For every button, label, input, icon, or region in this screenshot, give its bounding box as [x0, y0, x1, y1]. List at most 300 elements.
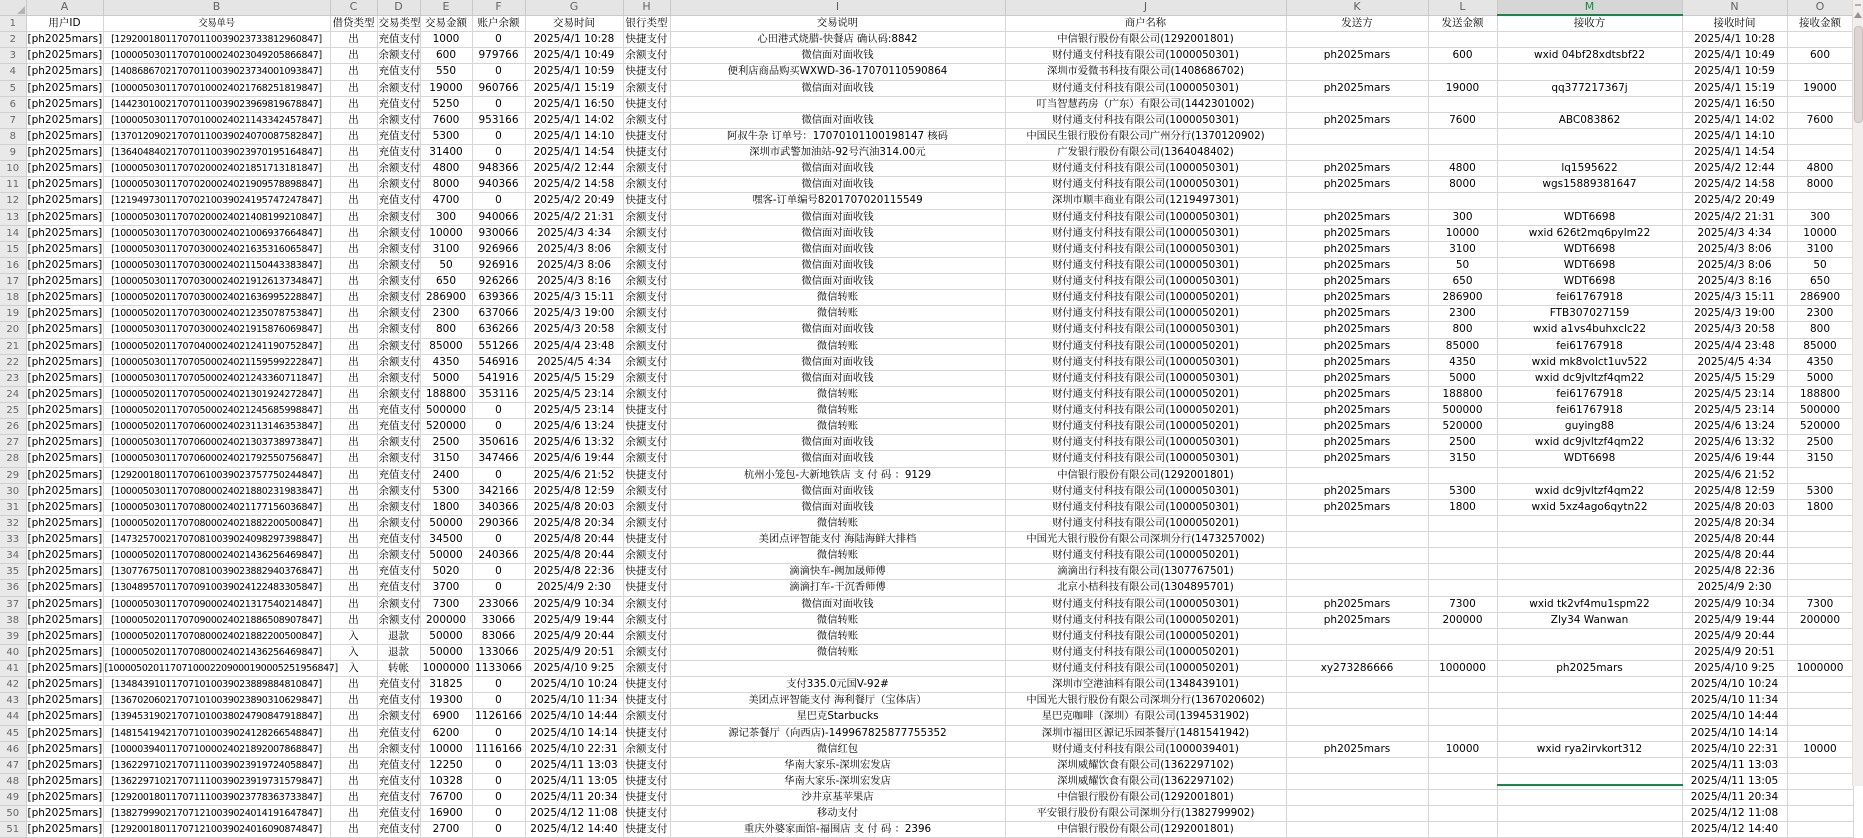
cell[interactable]: ph2025mars — [1286, 370, 1428, 386]
row-header-18[interactable]: 18 — [0, 290, 26, 306]
header-cell[interactable]: 交易金额 — [420, 15, 472, 32]
cell[interactable]: 300 — [1787, 209, 1853, 225]
cell[interactable]: 充值支付 — [377, 757, 420, 773]
cell[interactable]: [ph2025mars] — [26, 241, 103, 257]
cell[interactable]: [147325700217070810039024098297398847] — [103, 532, 330, 548]
row-header-48[interactable]: 48 — [0, 773, 26, 789]
cell[interactable]: 出 — [330, 580, 377, 596]
column-header-F[interactable]: F — [472, 0, 525, 15]
cell[interactable]: 2025/4/5 23:14 — [1682, 386, 1787, 402]
cell[interactable]: 2025/4/2 21:31 — [525, 209, 623, 225]
cell[interactable]: 财付通支付科技有限公司(1000050301) — [1005, 209, 1286, 225]
cell[interactable]: [ph2025mars] — [26, 693, 103, 709]
cell[interactable]: 余额支付 — [377, 386, 420, 402]
cell[interactable]: 出 — [330, 532, 377, 548]
row-header-17[interactable]: 17 — [0, 274, 26, 290]
row-header-51[interactable]: 51 — [0, 822, 26, 838]
cell[interactable]: 2025/4/10 11:34 — [1682, 693, 1787, 709]
cell[interactable]: 微信转账 — [670, 306, 1005, 322]
cell[interactable]: [ph2025mars] — [26, 354, 103, 370]
cell[interactable]: 300 — [420, 209, 472, 225]
row-header-36[interactable]: 36 — [0, 580, 26, 596]
cell[interactable]: WDT6698 — [1497, 241, 1682, 257]
cell[interactable]: 85000 — [1787, 338, 1853, 354]
cell[interactable]: [ph2025mars] — [26, 257, 103, 273]
cell[interactable]: [ph2025mars] — [26, 128, 103, 144]
cell[interactable] — [1286, 128, 1428, 144]
cell[interactable] — [1497, 822, 1682, 838]
cell[interactable]: [100005030117070800024021177156036847] — [103, 499, 330, 515]
row-header-3[interactable]: 3 — [0, 48, 26, 64]
cell[interactable]: 余额支付 — [377, 322, 420, 338]
cell[interactable]: 34500 — [420, 532, 472, 548]
cell[interactable]: 充值支付 — [377, 693, 420, 709]
cell[interactable]: 余额支付 — [623, 241, 670, 257]
cell[interactable] — [1787, 773, 1853, 789]
cell[interactable] — [1286, 773, 1428, 789]
row-header-45[interactable]: 45 — [0, 725, 26, 741]
cell[interactable]: 800 — [1787, 322, 1853, 338]
cell[interactable] — [1428, 64, 1497, 80]
cell[interactable]: 出 — [330, 596, 377, 612]
cell[interactable]: 出 — [330, 806, 377, 822]
cell[interactable]: 余额支付 — [623, 177, 670, 193]
cell[interactable] — [1286, 693, 1428, 709]
cell[interactable]: 3100 — [1787, 241, 1853, 257]
cell[interactable]: 美团点评智能支付 海陆海鲜大排档 — [670, 532, 1005, 548]
cell[interactable]: 出 — [330, 757, 377, 773]
cell[interactable]: 650 — [420, 274, 472, 290]
cell[interactable]: ph2025mars — [1286, 596, 1428, 612]
cell[interactable]: [121949730117070210039024195747247847] — [103, 193, 330, 209]
cell[interactable]: 2025/4/8 20:03 — [525, 499, 623, 515]
cell[interactable]: 0 — [472, 532, 525, 548]
cell[interactable]: 充值支付 — [377, 403, 420, 419]
cell[interactable]: 2025/4/1 14:10 — [1682, 128, 1787, 144]
cell[interactable]: 快捷支付 — [623, 677, 670, 693]
cell[interactable]: [100005020117070800024021882200500847] — [103, 628, 330, 644]
cell[interactable]: 3100 — [1428, 241, 1497, 257]
cell[interactable] — [1286, 193, 1428, 209]
cell[interactable]: 重庆外婆家面馆-福围店 支 付 码 ：2396 — [670, 822, 1005, 838]
cell[interactable]: 2025/4/2 14:58 — [525, 177, 623, 193]
cell[interactable] — [1787, 128, 1853, 144]
cell[interactable]: 充值支付 — [377, 677, 420, 693]
cell[interactable]: [100005020117070500024021301924272847] — [103, 386, 330, 402]
cell[interactable] — [1497, 96, 1682, 112]
row-header-8[interactable]: 8 — [0, 128, 26, 144]
cell[interactable] — [1787, 709, 1853, 725]
cell[interactable]: 4800 — [420, 161, 472, 177]
cell[interactable]: 快捷支付 — [623, 564, 670, 580]
cell[interactable] — [1428, 515, 1497, 531]
column-header-C[interactable]: C — [330, 0, 377, 15]
cell[interactable]: 财付通支付科技有限公司(1000050301) — [1005, 48, 1286, 64]
cell[interactable]: [100005030117070200024021909578898847] — [103, 177, 330, 193]
row-header-32[interactable]: 32 — [0, 515, 26, 531]
cell[interactable] — [1787, 532, 1853, 548]
cell[interactable]: 33066 — [472, 612, 525, 628]
cell[interactable] — [1286, 677, 1428, 693]
cell[interactable]: [137012090217070110039024070087582847] — [103, 128, 330, 144]
cell[interactable]: [ph2025mars] — [26, 612, 103, 628]
cell[interactable]: 2025/4/1 10:59 — [525, 64, 623, 80]
cell[interactable]: [ph2025mars] — [26, 451, 103, 467]
cell[interactable]: xy273286666 — [1286, 661, 1428, 677]
cell[interactable] — [1428, 564, 1497, 580]
cell[interactable]: ph2025mars — [1286, 274, 1428, 290]
cell[interactable]: 31825 — [420, 677, 472, 693]
row-header-11[interactable]: 11 — [0, 177, 26, 193]
cell[interactable]: WDT6698 — [1497, 451, 1682, 467]
cell[interactable]: 10000 — [420, 225, 472, 241]
cell[interactable]: [ph2025mars] — [26, 322, 103, 338]
cell[interactable] — [1286, 580, 1428, 596]
cell[interactable]: [100005020117070800024021436256469847] — [103, 548, 330, 564]
cell[interactable]: 余额支付 — [623, 483, 670, 499]
cell[interactable]: 3700 — [420, 580, 472, 596]
cell[interactable]: 余额支付 — [377, 612, 420, 628]
cell[interactable]: 充值支付 — [377, 32, 420, 48]
cell[interactable]: 微信面对面收钱 — [670, 370, 1005, 386]
cell[interactable]: 出 — [330, 725, 377, 741]
cell[interactable]: 出 — [330, 128, 377, 144]
cell[interactable]: 650 — [1787, 274, 1853, 290]
header-cell[interactable]: 交易类型 — [377, 15, 420, 32]
cell[interactable]: 2025/4/10 14:44 — [1682, 709, 1787, 725]
cell[interactable]: 2025/4/2 14:58 — [1682, 177, 1787, 193]
header-cell[interactable]: 交易说明 — [670, 15, 1005, 32]
cell[interactable]: 85000 — [420, 338, 472, 354]
row-header-31[interactable]: 31 — [0, 499, 26, 515]
cell[interactable]: 600 — [1428, 48, 1497, 64]
cell[interactable]: 233066 — [472, 596, 525, 612]
cell[interactable]: 余额支付 — [623, 628, 670, 644]
cell[interactable]: [ph2025mars] — [26, 64, 103, 80]
cell[interactable]: fei61767918 — [1497, 403, 1682, 419]
cell[interactable]: 926966 — [472, 241, 525, 257]
cell[interactable]: [ph2025mars] — [26, 306, 103, 322]
cell[interactable]: 杭州小笼包-大新地铁店 支 付 码 ：9129 — [670, 467, 1005, 483]
cell[interactable]: ph2025mars — [1286, 741, 1428, 757]
cell[interactable]: 1800 — [420, 499, 472, 515]
cell[interactable]: 0 — [472, 790, 525, 806]
cell[interactable] — [1286, 790, 1428, 806]
cell[interactable]: 余额支付 — [623, 515, 670, 531]
cell[interactable]: [129200180117071110039023778363733847] — [103, 790, 330, 806]
cell[interactable] — [1787, 644, 1853, 660]
cell[interactable]: 2025/4/1 14:02 — [1682, 112, 1787, 128]
cell[interactable]: [100005030117070500024021159599222847] — [103, 354, 330, 370]
cell[interactable] — [1497, 644, 1682, 660]
cell[interactable]: 余额支付 — [377, 596, 420, 612]
cell[interactable] — [1428, 532, 1497, 548]
cell[interactable]: 微信面对面收钱 — [670, 499, 1005, 515]
cell[interactable]: 中国光大银行股份有限公司深圳分行(1367020602) — [1005, 693, 1286, 709]
cell[interactable]: 286900 — [1428, 290, 1497, 306]
row-header-35[interactable]: 35 — [0, 564, 26, 580]
cell[interactable]: 0 — [472, 32, 525, 48]
cell[interactable]: 2025/4/1 15:19 — [1682, 80, 1787, 96]
cell[interactable]: 快捷支付 — [623, 403, 670, 419]
cell[interactable]: 4800 — [1787, 161, 1853, 177]
cell[interactable]: 7600 — [1787, 112, 1853, 128]
cell[interactable]: 2025/4/2 21:31 — [1682, 209, 1787, 225]
cell[interactable] — [1428, 677, 1497, 693]
cell[interactable] — [1497, 193, 1682, 209]
cell[interactable]: 2025/4/6 21:52 — [525, 467, 623, 483]
cell[interactable]: 7600 — [420, 112, 472, 128]
cell[interactable]: [148154194217071010039024128266548847] — [103, 725, 330, 741]
cell[interactable]: 10000 — [1428, 225, 1497, 241]
cell[interactable]: 2025/4/11 13:03 — [1682, 757, 1787, 773]
cell[interactable]: 财付通支付科技有限公司(1000050301) — [1005, 177, 1286, 193]
cell[interactable]: 5250 — [420, 96, 472, 112]
row-header-40[interactable]: 40 — [0, 644, 26, 660]
cell[interactable]: 财付通支付科技有限公司(1000050201) — [1005, 628, 1286, 644]
cell[interactable]: 微信面对面收钱 — [670, 241, 1005, 257]
cell[interactable] — [1286, 725, 1428, 741]
cell[interactable] — [1497, 693, 1682, 709]
cell[interactable]: 财付通支付科技有限公司(1000050301) — [1005, 596, 1286, 612]
cell[interactable]: 2025/4/2 20:49 — [1682, 193, 1787, 209]
cell[interactable]: [ph2025mars] — [26, 757, 103, 773]
row-header-47[interactable]: 47 — [0, 757, 26, 773]
cell[interactable]: 0 — [472, 193, 525, 209]
cell[interactable]: 财付通支付科技有限公司(1000050301) — [1005, 225, 1286, 241]
cell[interactable]: 财付通支付科技有限公司(1000050201) — [1005, 515, 1286, 531]
cell[interactable]: 3150 — [1428, 451, 1497, 467]
cell[interactable]: 2025/4/9 2:30 — [525, 580, 623, 596]
cell[interactable]: 2025/4/1 14:54 — [525, 145, 623, 161]
cell[interactable]: 微信面对面收钱 — [670, 435, 1005, 451]
cell[interactable]: 500000 — [1428, 403, 1497, 419]
cell[interactable]: [ph2025mars] — [26, 161, 103, 177]
cell[interactable]: 余额支付 — [623, 548, 670, 564]
cell[interactable]: 926266 — [472, 274, 525, 290]
cell[interactable]: [ph2025mars] — [26, 644, 103, 660]
cell[interactable]: 2025/4/8 12:59 — [525, 483, 623, 499]
cell[interactable]: 637066 — [472, 306, 525, 322]
cell[interactable]: 微信面对面收钱 — [670, 112, 1005, 128]
cell[interactable]: ph2025mars — [1286, 112, 1428, 128]
cell[interactable] — [1787, 193, 1853, 209]
cell[interactable]: 2025/4/1 16:50 — [1682, 96, 1787, 112]
cell[interactable]: 沙井京基苹果店 — [670, 790, 1005, 806]
cell[interactable]: 2025/4/1 15:19 — [525, 80, 623, 96]
cell[interactable]: 8000 — [1787, 177, 1853, 193]
cell[interactable]: [ph2025mars] — [26, 564, 103, 580]
cell[interactable]: 余额支付 — [623, 209, 670, 225]
cell[interactable] — [1497, 773, 1682, 789]
cell[interactable]: wxid dc9jvltzf4qm22 — [1497, 435, 1682, 451]
cell[interactable]: 2025/4/10 11:34 — [525, 693, 623, 709]
cell[interactable]: 2025/4/3 8:06 — [525, 257, 623, 273]
cell[interactable]: 充值支付 — [377, 96, 420, 112]
cell[interactable]: 深圳威耀饮食有限公司(1362297102) — [1005, 773, 1286, 789]
cell[interactable]: 微信面对面收钱 — [670, 354, 1005, 370]
row-header-37[interactable]: 37 — [0, 596, 26, 612]
cell[interactable]: 微信面对面收钱 — [670, 274, 1005, 290]
cell[interactable] — [1428, 693, 1497, 709]
cell[interactable]: 0 — [472, 145, 525, 161]
cell[interactable]: 华南大家乐-深圳宏发店 — [670, 773, 1005, 789]
cell[interactable]: 500000 — [420, 403, 472, 419]
cell[interactable]: 8000 — [1428, 177, 1497, 193]
cell[interactable]: 6200 — [420, 725, 472, 741]
cell[interactable]: 充值支付 — [377, 564, 420, 580]
cell[interactable]: 6900 — [420, 709, 472, 725]
cell[interactable] — [1497, 64, 1682, 80]
cell[interactable] — [1787, 677, 1853, 693]
column-header-N[interactable]: N — [1682, 0, 1787, 15]
cell[interactable] — [1286, 644, 1428, 660]
cell[interactable]: 余额支付 — [623, 644, 670, 660]
cell[interactable]: 心田港式烧腊-快餐店 确认码:8842 — [670, 32, 1005, 48]
cell[interactable]: 19300 — [420, 693, 472, 709]
cell[interactable]: 充值支付 — [377, 193, 420, 209]
cell[interactable]: 余额支付 — [623, 290, 670, 306]
cell[interactable] — [1428, 193, 1497, 209]
cell[interactable] — [1428, 790, 1497, 806]
cell[interactable]: 541916 — [472, 370, 525, 386]
cell[interactable]: [100005030117070900024021317540214847] — [103, 596, 330, 612]
cell[interactable]: 微信转账 — [670, 515, 1005, 531]
cell[interactable]: 中信银行股份有限公司(1292001801) — [1005, 467, 1286, 483]
cell[interactable]: 余额支付 — [623, 451, 670, 467]
cell[interactable] — [1286, 709, 1428, 725]
cell[interactable]: 出 — [330, 693, 377, 709]
row-header-7[interactable]: 7 — [0, 112, 26, 128]
cell[interactable]: 2025/4/8 20:44 — [525, 532, 623, 548]
cell[interactable]: 充值支付 — [377, 64, 420, 80]
cell[interactable]: [ph2025mars] — [26, 467, 103, 483]
cell[interactable]: 微信转账 — [670, 403, 1005, 419]
cell[interactable]: 2300 — [420, 306, 472, 322]
cell[interactable]: 滴滴快车-阙加晟师傅 — [670, 564, 1005, 580]
cell[interactable]: 微信红包 — [670, 741, 1005, 757]
row-header-50[interactable]: 50 — [0, 806, 26, 822]
cell[interactable]: 出 — [330, 515, 377, 531]
vertical-scrollbar[interactable] — [1852, 0, 1863, 786]
cell[interactable]: ph2025mars — [1286, 338, 1428, 354]
cell[interactable]: 充值支付 — [377, 580, 420, 596]
cell[interactable]: 财付通支付科技有限公司(1000050201) — [1005, 403, 1286, 419]
cell[interactable] — [1787, 757, 1853, 773]
cell[interactable]: 2300 — [1428, 306, 1497, 322]
row-header-16[interactable]: 16 — [0, 257, 26, 273]
cell[interactable]: 2025/4/5 4:34 — [1682, 354, 1787, 370]
cell[interactable]: 7300 — [420, 596, 472, 612]
cell[interactable]: 550 — [420, 64, 472, 80]
cell[interactable] — [1428, 628, 1497, 644]
cell[interactable]: 2025/4/1 14:54 — [1682, 145, 1787, 161]
cell[interactable]: 嘿客-订单编号8201707020115549 — [670, 193, 1005, 209]
cell[interactable]: 286900 — [420, 290, 472, 306]
row-header-26[interactable]: 26 — [0, 419, 26, 435]
cell[interactable]: 1000 — [420, 32, 472, 48]
cell[interactable]: [100005030117070300024021006937664847] — [103, 225, 330, 241]
cell[interactable]: 600 — [1787, 48, 1853, 64]
header-cell[interactable]: 发送方 — [1286, 15, 1428, 32]
row-header-22[interactable]: 22 — [0, 354, 26, 370]
cell[interactable]: 5300 — [420, 128, 472, 144]
cell[interactable]: 微信面对面收钱 — [670, 177, 1005, 193]
cell[interactable]: 2025/4/4 23:48 — [1682, 338, 1787, 354]
header-cell[interactable]: 发送金额 — [1428, 15, 1497, 32]
cell[interactable]: 深圳市武警加油站-92号汽油314.00元 — [670, 145, 1005, 161]
cell[interactable]: 中信银行股份有限公司(1292001801) — [1005, 32, 1286, 48]
cell[interactable]: [ph2025mars] — [26, 741, 103, 757]
cell[interactable]: 2025/4/10 9:25 — [1682, 661, 1787, 677]
cell[interactable]: [129200180117070110039023733812960847] — [103, 32, 330, 48]
cell[interactable]: 出 — [330, 419, 377, 435]
cell[interactable]: 926916 — [472, 257, 525, 273]
cell[interactable]: 出 — [330, 225, 377, 241]
cell[interactable]: 5000 — [1428, 370, 1497, 386]
cell[interactable]: 中国民生银行股份有限公司广州分行(1370120902) — [1005, 128, 1286, 144]
cell[interactable]: 余额支付 — [623, 161, 670, 177]
cell[interactable]: 出 — [330, 822, 377, 838]
cell[interactable] — [1428, 757, 1497, 773]
cell[interactable] — [1787, 548, 1853, 564]
cell[interactable]: ph2025mars — [1286, 257, 1428, 273]
cell[interactable]: 快捷支付 — [623, 193, 670, 209]
cell[interactable] — [1497, 790, 1682, 806]
cell[interactable]: 余额支付 — [377, 548, 420, 564]
row-header-20[interactable]: 20 — [0, 322, 26, 338]
cell[interactable]: 19000 — [420, 80, 472, 96]
cell[interactable]: 520000 — [1787, 419, 1853, 435]
cell[interactable]: 快捷支付 — [623, 419, 670, 435]
cell[interactable]: 1000000 — [1787, 661, 1853, 677]
cell[interactable]: [100005030117070300024021912613734847] — [103, 274, 330, 290]
row-header-34[interactable]: 34 — [0, 548, 26, 564]
cell[interactable]: [ph2025mars] — [26, 96, 103, 112]
cell[interactable]: 2025/4/11 13:03 — [525, 757, 623, 773]
cell[interactable]: [100003940117071000024021892007868847] — [103, 741, 330, 757]
cell[interactable]: 2025/4/3 4:34 — [1682, 225, 1787, 241]
cell[interactable]: 10000 — [1428, 741, 1497, 757]
cell[interactable]: fei61767918 — [1497, 290, 1682, 306]
cell[interactable]: fei61767918 — [1497, 338, 1682, 354]
cell[interactable]: 2025/4/3 8:06 — [1682, 257, 1787, 273]
cell[interactable]: ph2025mars — [1286, 354, 1428, 370]
cell[interactable]: 财付通支付科技有限公司(1000050201) — [1005, 612, 1286, 628]
cell[interactable]: 微信面对面收钱 — [670, 161, 1005, 177]
cell[interactable] — [1286, 467, 1428, 483]
cell[interactable]: ph2025mars — [1286, 499, 1428, 515]
cell[interactable]: 188800 — [1787, 386, 1853, 402]
cell[interactable]: [ph2025mars] — [26, 773, 103, 789]
cell[interactable]: 出 — [330, 338, 377, 354]
cell[interactable]: WDT6698 — [1497, 209, 1682, 225]
cell[interactable]: ph2025mars — [1286, 612, 1428, 628]
cell[interactable] — [1428, 32, 1497, 48]
cell[interactable]: [136229710217071110039023919731579847] — [103, 773, 330, 789]
cell[interactable]: 2025/4/10 9:25 — [525, 661, 623, 677]
cell[interactable]: qq377217367j — [1497, 80, 1682, 96]
cell[interactable]: 退款 — [377, 644, 420, 660]
cell[interactable]: [134843910117071010039023889884810847] — [103, 677, 330, 693]
cell[interactable] — [1497, 532, 1682, 548]
cell[interactable]: ph2025mars — [1286, 209, 1428, 225]
cell[interactable]: 2025/4/5 23:14 — [525, 403, 623, 419]
cell[interactable]: 0 — [472, 773, 525, 789]
cell[interactable]: 2025/4/9 10:34 — [1682, 596, 1787, 612]
cell[interactable]: 0 — [472, 806, 525, 822]
cell[interactable]: 0 — [472, 419, 525, 435]
